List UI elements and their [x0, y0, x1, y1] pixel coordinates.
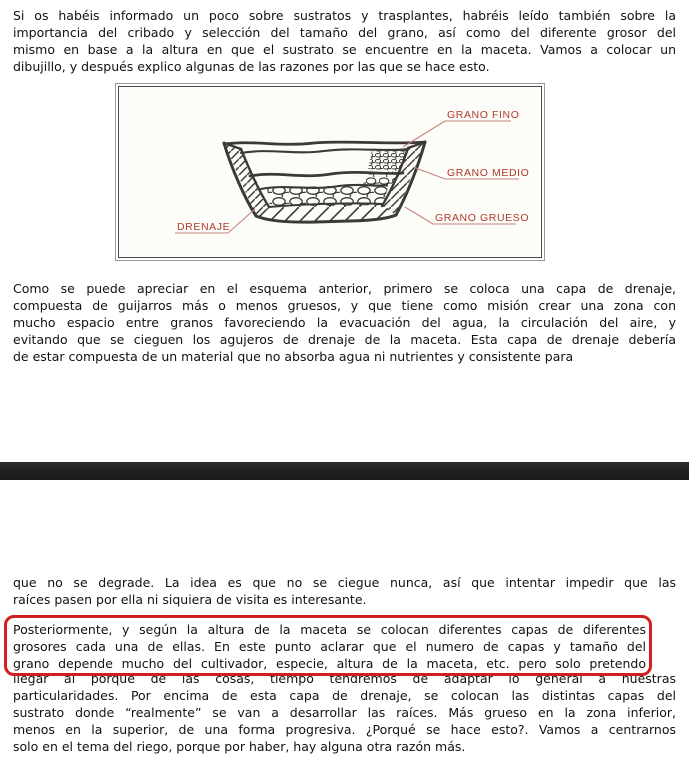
- pot-cross-section-drawing: [119, 87, 541, 257]
- leader-line-drenaje: [228, 209, 255, 233]
- leader-line-grano-medio: [413, 167, 445, 179]
- text-line: llegar al porque de las cosas, tiempo tendremos de adaptar lo general a nuestras: [13, 671, 676, 686]
- text-line: Si os habéis informado un poco sobre sustratos y trasplantes, habréis leído también sobre la: [13, 8, 676, 23]
- leader-line-grano-grueso: [405, 207, 433, 224]
- text-line: sustrato donde “realmente” se van a desarrollar las raíces. Más grueso en la zona inferior,: [13, 705, 676, 720]
- text-line: solo en el tema del riego, porque por haber, hay alguna otra razón más.: [13, 739, 466, 754]
- label-grano-grueso: GRANO GRUESO: [435, 212, 530, 224]
- text-line: que no se degrade. La idea es que no se ciegue nunca, así que intentar impedir que las: [13, 575, 676, 590]
- text-line: mucho espacio entre granos favoreciendo la evacuación del agua, la circulación del aire, y: [13, 315, 676, 330]
- text-line: importancia del cribado y selección del tamaño del grano, así como del diferente grosor del: [13, 25, 676, 40]
- text-line: dibujillo, y después explico algunas de las razones por las que se hace esto.: [13, 59, 490, 74]
- paragraph-intro: [13, 7, 676, 75]
- text-line: mismo en base a la altura en que el sustrato se encuentre en la maceta. Vamos a colocar un: [13, 42, 676, 57]
- text-line: Como se puede apreciar en el esquema anterior, primero se coloca una capa de drenaje,: [13, 281, 676, 296]
- page-break-bar: [0, 462, 689, 480]
- paragraph-degrade: [13, 574, 676, 608]
- text-line: grosores cada una de ellas. En este punto aclarar que el numero de capas y tamaño del: [13, 639, 646, 654]
- text-line: particularidades. Por encima de esta capa de drenaje, se colocan las distintas capas del: [13, 688, 676, 703]
- text-line: raíces pasen por ella ni siquiera de visita es interesante.: [13, 592, 367, 607]
- pot-diagram-figure: [118, 86, 542, 258]
- pot-left-wall: [224, 143, 269, 216]
- text-line: compuesta de guijarros más o menos gruesos, y que tiene como misión crear una zona con: [13, 298, 676, 313]
- text-line: de estar compuesta de un material que no absorba agua ni nutrientes y consistente para: [13, 349, 574, 364]
- text-line: Posteriormente, y según la altura de la maceta se colocan diferentes capas de diferentes: [13, 622, 646, 637]
- label-grano-fino: GRANO FINO: [447, 109, 520, 121]
- label-grano-medio: GRANO MEDIO: [447, 167, 530, 179]
- text-line: grano depende mucho del cultivador, especie, altura de la maceta, etc. pero solo pretendo: [13, 656, 646, 671]
- label-drenaje: DRENAJE: [177, 221, 231, 233]
- text-line: menos en la superior, de una forma progresiva. ¿Porqué se hace esto?. Vamos a centrarnos: [13, 722, 676, 737]
- paragraph-drainage: [13, 280, 676, 365]
- paragraph-layers-rest: [13, 670, 676, 755]
- paragraph-layers-boxed: [13, 621, 646, 672]
- text-line: evitando que se cieguen los agujeros de drenaje de la maceta. Esta capa de drenaje debería: [13, 332, 676, 347]
